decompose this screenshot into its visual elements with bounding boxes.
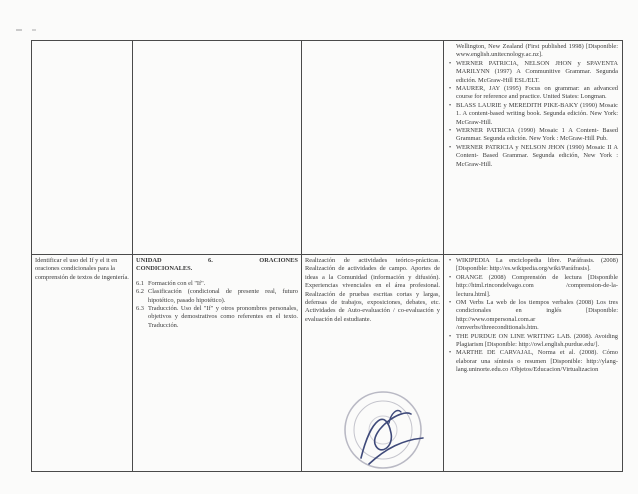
reference-item: • MAURER, JAY (1995) Focus on grammar: an advanced course for reference and practice. United States: Longman.	[456, 85, 618, 102]
unit-subitem: 6.3 Traducción. Uso del "If" y otros pronombres personales, objetivos y demostrativos como referentes en el texto. Traducción.	[136, 305, 298, 329]
syllabus-table	[31, 40, 623, 472]
reference-item: • THE PURDUE ON LINE WRITING LAB. (2008). Avoiding Plagiarism [Disponible: http://owl.english.purdue.edu/].	[456, 333, 618, 350]
unit-subitem: 6.2 Clasificación (condicional de presente real, futuro hipotético, pasado hipotético).	[136, 288, 298, 304]
reference-item: • WIKIPEDIA La enciclopedia libre. Paráfrasis. (2008) [Disponible: http://es.wikipedia.org/wiki/Paráfrasis].	[456, 257, 618, 274]
reference-item: • MARTHE DE CARVAJAL, Norma et al. (2008). Cómo elaborar una síntesis o resumen [Disponible: http://ylang-lang.uninorte.edu.co /Objetos/Educacion/Virtualizacion	[456, 349, 618, 374]
objective-cell: Identificar el uso del If y el it en oraciones condicionales para la comprensión de textos de ingeniería.	[35, 257, 129, 281]
reference-item: • OM Verbs La web de los tiempos verbales (2008) Los tres condicionales en inglés [Disponible: http://www.ompersonal.com.ar /omverbs/threeconditionals.htm.	[456, 299, 618, 333]
reference-item: • ORANGE (2008) Comprensión de lectura [Disponible http://html.rincondelvago.com /comprension-de-la-lectura.html].	[456, 274, 618, 299]
unit-subitem: 6.1 Formación con el "If".	[136, 279, 206, 287]
official-seal-and-signature	[331, 378, 431, 478]
row1-references	[448, 43, 618, 253]
row2-references	[448, 257, 618, 469]
unit-cell	[136, 257, 298, 330]
unit-title: UNIDAD 6. ORACIONES	[136, 257, 298, 264]
reference-item: Wellington, New Zealand (First published 1998) [Disponible: www.english.unitecnology.ac.nz].	[456, 43, 618, 59]
activities-cell: Realización de actividades teórico-prácticas. Realización de actividades de campo. Aportes de ideas a la Comunidad (información y difusión). Experiencias vivenciales en el área profesional. Realización de pruebas escritas cortas y largas, defensas de trabajos, exposiciones, debates, etc. Actividades de Auto-evaluación / co-evaluación y evaluación del estudiante.	[305, 257, 440, 323]
reference-item: • BLASS LAURIE y MEREDITH PIKE-BAKY (1990) Mosaic 1. A content-based writing book. Segunda edición. New York: McGraw-Hill.	[456, 102, 618, 127]
reference-item: • WERNER PATRICIA y NELSON JHON (1990) Mosaic II A Content- Based Grammar. Segunda edición, New York : McGraw-Hill.	[456, 144, 618, 169]
reference-item: • WERNER PATRICIA (1990) Mosaic 1 A Content- Based Grammar. Segunda edición. New York : McGraw-Hill Pub.	[456, 127, 618, 144]
reference-item: • WERNER PATRICIA, NELSON JHON y SPAVENTA MARILYNN (1997) A Communitive Grammar. Segunda edición. McGraw-Hill ESL/ELT.	[456, 60, 618, 85]
unit-subtitle: CONDICIONALES.	[136, 265, 193, 273]
scan-marks	[14, 20, 44, 26]
